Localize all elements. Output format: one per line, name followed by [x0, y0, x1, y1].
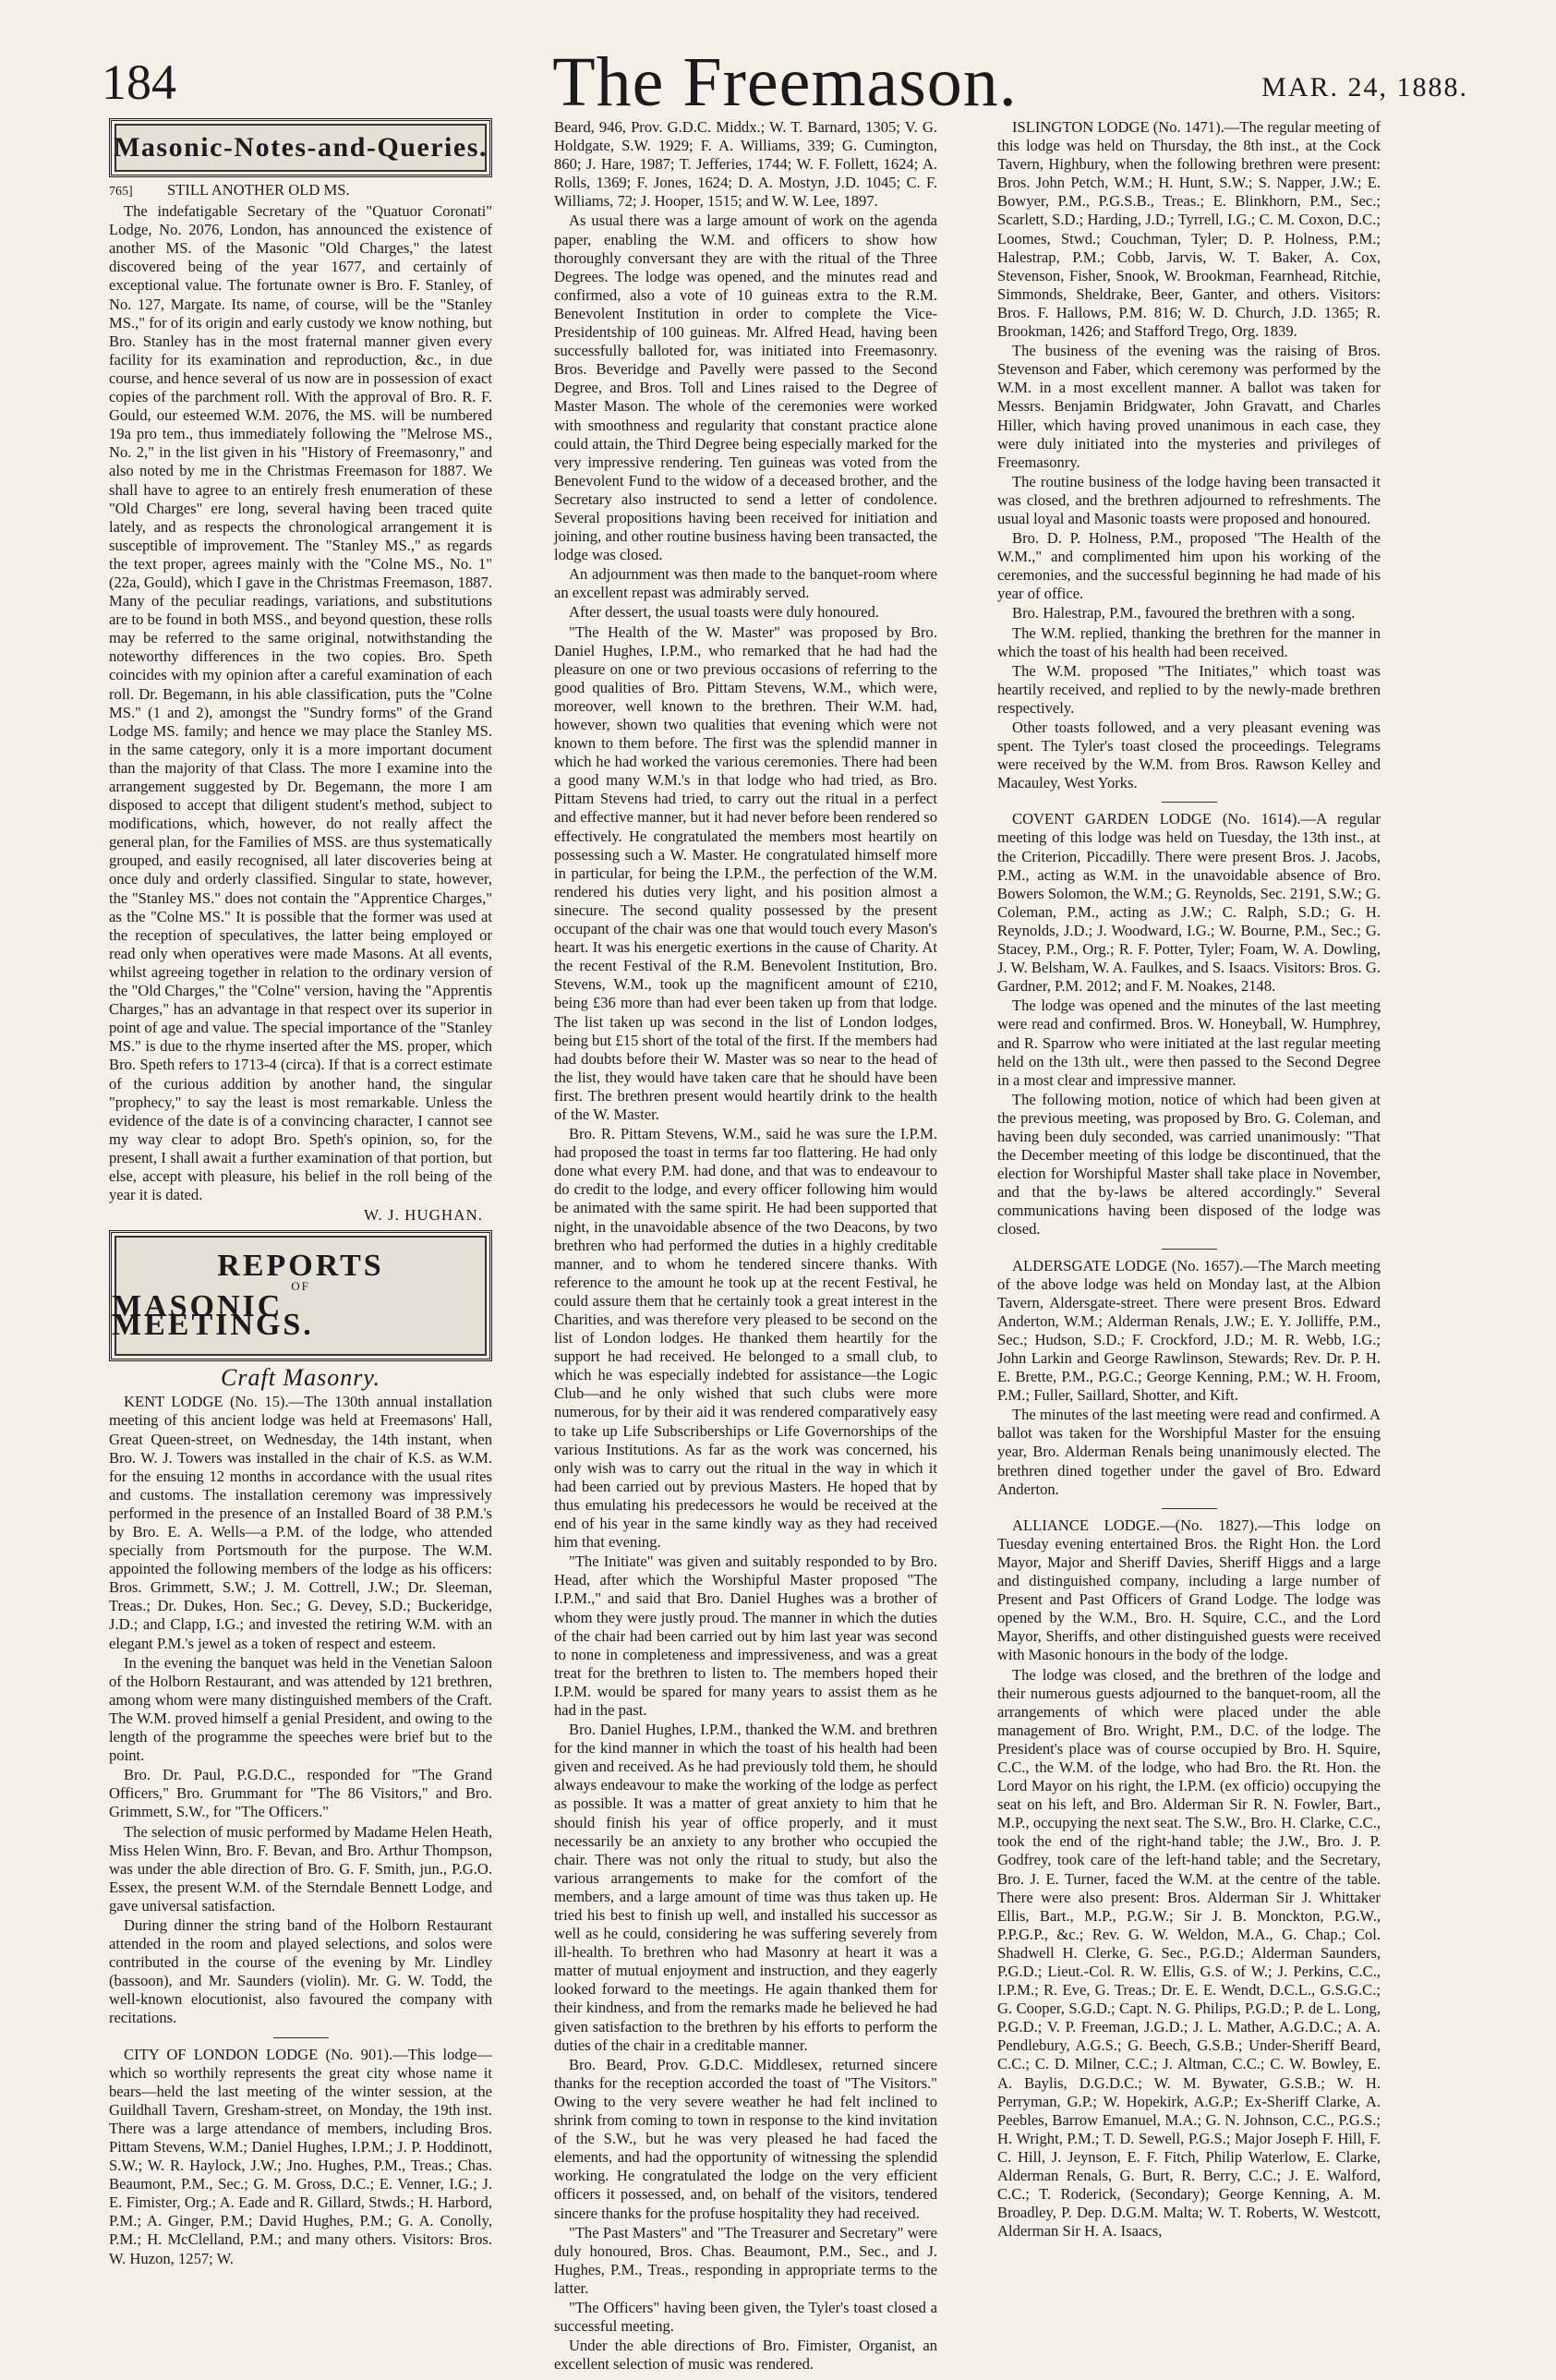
article-paragraph: The routine business of the lodge having been transacted it was closed, and the brethren adjourned to refreshments. The usual loyal and Masonic toasts were proposed and honoured. — [997, 472, 1381, 527]
article-paragraph: An adjournment was then made to the banquet-room where an excellent repast was admirably served. — [554, 565, 937, 602]
article-paragraph: Bro. R. Pittam Stevens, W.M., said he was sure the I.P.M. had proposed the toast in terms far too flattering. He had only done what every P.M. had done, and that was to endeavour to do credit to the lodge, and every officer following him would be animated with the same spirit. He had been supported that night, in the unavoidable absence of the two Deacons, by two brethren who had performed the duties in a highly creditable manner, and to whom he tendered sincere thanks. With reference to the amount he took up at the recent Festival, he could assure them that he certainly took a great interest in the Charities, and was therefore very pleased to be second on the list of London lodges. He thanked them heartily for the support he had received. He belonged to a small club, to which he was especially indebted for assistance—the Logic Club—and he only wished that such clubs were more numerous, for by their aid it was rendered comparatively easy to take up Life Subscriberships or Life Governorships of the various Institutions. As far as the work was concerned, his only wish was to carry out the ritual in the way in which it had been carried out by previous Masters. He hoped that by thus emulating his predecessors he would be received at the end of his year in the same kindly way as they had received him that evening. — [554, 1125, 937, 1552]
column-3 — [997, 118, 1381, 2362]
article-paragraph: The W.M. proposed "The Initiates," which toast was heartily received, and replied to by the newly-made brethren respectively. — [997, 661, 1381, 717]
article-paragraph: After dessert, the usual toasts were duly honoured. — [569, 603, 879, 622]
article-paragraph: The business of the evening was the raising of Bros. Stevenson and Faber, which ceremony was performed by the W.M. in a most excellent manner. A ballot was taken for Messrs. Benjamin Bridgwater, John Gravatt, and Charles Hiller, which having proved unanimous in each case, they were duly initiated into the mysteries and privileges of Freemasonry. — [997, 342, 1381, 471]
article-paragraph: Other toasts followed, and a very pleasant evening was spent. The Tyler's toast closed the proceedings. Telegrams were received by the W.M. from Bros. Rawson Kelley and Macauley, West Yorks. — [997, 719, 1381, 792]
article-paragraph: ALLIANCE LODGE.—(No. 1827).—This lodge on Tuesday evening entertained Bros. the Right Hon. the Lord Mayor, Major and Sheriff Davies, Sheriff Higgs and a large and distinguished company, including a large number of Present and Past Officers of Grand Lodge. The lodge was opened by the W.M., Bro. H. Squire, C.C., and the Lord Mayor, Sheriffs, and other distinguished guests were received with Masonic honours in the body of the lodge. — [997, 1516, 1381, 1664]
article-paragraph: The minutes of the last meeting were read and confirmed. A ballot was taken for the Worshipful Master for the ensuing year, Bro. Alderman Renals being unanimously elected. The brethren dined together under the gavel of Bro. Edward Anderton. — [997, 1406, 1381, 1498]
article-paragraph: The lodge was opened and the minutes of the last meeting were read and confirmed. Bros. W. Honeyball, W. Humphrey, and R. Sparrow who were initiated at the last regular meeting held on the 13th ult., were then passed to the Second Degree in a most clear and impressive manner. — [997, 997, 1381, 1089]
divider — [1162, 802, 1217, 803]
page-header — [102, 26, 1468, 121]
masonic-notes-banner: Masonic-Notes-and-Queries. — [109, 118, 492, 177]
article-paragraph: Bro. Beard, Prov. G.D.C. Middlesex, returned sincere thanks for the reception accorded the toast of "The Visitors." Owing to the very severe weather he had felt inclined to shrink from coming to town in response to the kind invitation of the S.W., but he was very pleased he had faced the elements, and had the opportunity of witnessing the splendid working. He congratulated the lodge on the very efficient officers it possessed, and, on behalf of the visitors, tendered sincere thanks for the profuse hospitality they had received. — [554, 2055, 937, 2222]
article-paragraph: "The Health of the W. Master" was proposed by Bro. Daniel Hughes, I.P.M., who remarked that he had had the pleasure on one or two previous occasions of referring to the good qualities of Bro. Pittam Stevens, W.M., which were, moreover, well known to the brethren. Their W.M. had, however, shown two qualities that evening which were not known to them before. The first was the splendid manner in which he had worked the various ceremonies. There had been a good many W.M.'s in that lodge who had tried, as Bro. Pittam Stevens had tried, to carry out the ritual in a perfect and effective manner, but it had never before been rendered so effectively. He congratulated the members most heartily on possessing such a W. Master. He congratulated himself more in particular, for being the I.P.M., the perfection of the W.M. rendered his duties very light, and his position almost a sinecure. The second quality possessed by the present occupant of the chair was one that would touch every Mason's heart. It was his energetic exertions in the cause of Charity. At the recent Festival of the R.M. Benevolent Institution, Bro. Stevens, W.M., took up the magnificent amount of £210, being £36 more than had ever been taken up from that lodge. The list taken up was second in the list of London lodges, being but £15 short of the total of the first. If the members had had doubts before their W. Master was so near to the head of the list, they would have taken care that he should have been first. The brethren present would heartily drink to the health of the W. Master. — [554, 622, 937, 1123]
article-paragraph: KENT LODGE (No. 15).—The 130th annual installation meeting of this ancient lodge was held at Freemasons' Hall, Great Queen-street, on Wednesday, the 14th instant, when Bro. W. J. Towers was installed in the chair of K.S. as W.M. for the ensuing 12 months in accordance with the usual rites and customs. The installation ceremony was impressively performed in the presence of an Installed Board of 38 P.M.'s by Bro. E. A. Wells—a P.M. of the lodge, who attended specially from Portsmouth for the purpose. The W.M. appointed the following members of the lodge as his officers: Bros. Grimmett, S.W.; J. M. Cottrell, J.W.; Dr. Sleeman, Treas.; Dr. Dukes, Hon. Sec.; G. Devey, S.D.; Buckeridge, J.D.; and Clapp, I.G.; and invested the retiring W.M. with an elegant P.M.'s jewel as a token of respect and esteem. — [109, 1393, 492, 1652]
page-number: 184 — [102, 54, 176, 110]
article-paragraph: The following motion, notice of which had been given at the previous meeting, was proposed by Bro. G. Coleman, and having been duly seconded, was carried unanimously: "That the December meeting of this lodge be discontinued, that the election for Worshipful Master shall take place in November, and that the by-laws be altered accordingly." Several communications having been disposed of the lodge was closed. — [997, 1090, 1381, 1238]
article-paragraph: Under the able directions of Bro. Fimister, Organist, an excellent selection of music was rendered. — [554, 2337, 937, 2374]
article-paragraph: Beard, 946, Prov. G.D.C. Middx.; W. T. Barnard, 1305; V. G. Holdgate, S.W. 1929; F. A. Williams, 339; G. Cumington, 860; J. Hare, 1987; T. Jefferies, 1744; W. F. Follett, 1624; A. Rolls, 1369; F. Jones, 1624; D. A. Mostyn, J.D. 1045; C. F. Williams, 72; J. Hooper, 1515; and W. W. Lee, 1897. — [554, 118, 937, 211]
article-paragraph: COVENT GARDEN LODGE (No. 1614).—A regular meeting of this lodge was held on Tuesday, the 13th inst., at the Criterion, Piccadilly. There were present Bros. J. Jacobs, P.M., acting as W.M. in the unavoidable absence of Bro. Bowers Solomon, the W.M.; G. Reynolds, Sec. 2191, S.W.; G. Coleman, P.M., acting as J.W.; C. Ralph, S.D.; G. H. Reynolds, J.D.; J. Woodward, I.G.; W. Bourne, P.M., Sec.; G. Stacey, P.M., Org.; R. F. Potter, Tyler; Foam, W. A. Dowling, J. W. Belsham, W. A. Faulkes, and S. Isaacs. Visitors: Bros. G. Gardner, P.M. 2012; and F. M. Noakes, 2148. — [997, 810, 1381, 996]
article-paragraph: Bro. D. P. Holness, P.M., proposed "The Health of the W.M.," and complimented him upon his working of the ceremonies, and the successful beginning he had made of his year of office. — [997, 529, 1381, 603]
article-paragraph: CITY OF LONDON LODGE (No. 901).—This lodge—which so worthily represents the great city whose name it bears—held the last meeting of the winter session, at the Guildhall Tavern, Gresham-street, on Monday, the 19th inst. There was a large attendance of members, including Bros. Pittam Stevens, W.M.; Daniel Hughes, I.P.M.; J. P. Hoddinott, S.W.; W. R. Haylock, J.W.; Jno. Hughes, P.M., Treas.; Chas. Beaumont, P.M., Sec.; G. M. Gross, D.C.; E. Venner, I.G.; J. E. Fimister, Org.; A. Eade and R. Gillard, Stwds.; H. Harbord, P.M.; A. Ginger, P.M.; David Hughes, P.M.; G. A. Conolly, P.M.; H. McClelland, P.M.; and many others. Visitors: Bros. W. Huzon, 1257; W. — [109, 2045, 492, 2267]
divider — [1162, 1249, 1217, 1250]
article-paragraph: Bro. Dr. Paul, P.G.D.C., responded for "The Grand Officers," Bro. Grummant for "The 86 Visitors," and Bro. Grimmett, S.W., for "The Officers." — [109, 1766, 492, 1821]
page-title: The Freemason. — [552, 43, 1018, 121]
column-1 — [109, 118, 492, 2362]
article-paragraph: The W.M. replied, thanking the brethren for the manner in which the toast of his health had been received. — [997, 623, 1381, 660]
article-paragraph: ALDERSGATE LODGE (No. 1657).—The March meeting of the above lodge was held on Monday last, at the Albion Tavern, Aldersgate-street. There were present Bros. Edward Anderton, W.M.; Alderman Renals, J.W.; E. Y. Jolliffe, P.M., Sec.; Hudson, S.D.; F. Crockford, J.D.; M. R. Webb, I.G.; John Larkin and George Rawlinson, Stewards; Rev. Dr. P. H. E. Brette, P.M., P.G.C.; George Kenning, P.M.; W. H. Froom, P.M.; Fuller, Saillard, Shotter, and Kift. — [997, 1256, 1381, 1405]
article-paragraph: The selection of music performed by Madame Helen Heath, Miss Helen Winn, Bro. F. Bevan, and Bro. Arthur Thompson, was under the able direction of Bro. G. F. Smith, jun., P.G.O. Essex, the present W.M. of the Sterndale Bennett Lodge, and gave universal satisfaction. — [109, 1822, 492, 1915]
article-paragraph: During dinner the string band of the Holborn Restaurant attended in the room and played selections, and solos were contributed in the course of the evening by Mr. Lindley (bassoon), and Mr. Saunders (violin). Mr. G. W. Todd, the well-known elocutionist, also favoured the company with recitations. — [109, 1915, 492, 2027]
reports-banner: REPORTS OF MASONIC MEETINGS. — [109, 1230, 492, 1361]
article-paragraph: ISLINGTON LODGE (No. 1471).—The regular meeting of this lodge was held on Thursday, the 8th inst., at the Cock Tavern, Highbury, when the following brethren were present: Bros. John Petch, W.M.; H. Hunt, S.W.; S. Napper, J.W.; E. Bowyer, P.M., P.G.S.B., Treas.; E. Blinkhorn, P.M., Sec.; Scarlett, S.D.; Harding, J.D.; Tyrrell, I.G.; C. M. Coxon, D.C.; Loomes, Stwd.; Couchman, Tyler; D. P. Holness, P.M.; Halestrap, P.M.; Cobb, Jarvis, W. T. Baker, A. Cox, Stevenson, Fisher, Snook, W. Brookman, Fearnhead, Ritchie, Simmonds, Sheldrake, Beer, Ganter, and others. Visitors: Bros. F. Hallows, P.M. 816; W. D. Church, J.D. 1365; R. Brookman, 1426; and Stafford Trego, Org. 1839. — [997, 118, 1381, 341]
article-paragraph: In the evening the banquet was held in the Venetian Saloon of the Holborn Restaurant, and was attended by 121 brethren, among whom were many distinguished members of the Craft. The W.M. proved himself a genial President, and owing to the length of the programme the speeches were brief but to the point. — [109, 1653, 492, 1765]
divider — [273, 2037, 329, 2038]
section-heading: Craft Masonry. — [221, 1364, 380, 1392]
article-paragraph: "The Initiate" was given and suitably responded to by Bro. Head, after which the Worshipful Master proposed "The I.P.M.," and said that Bro. Daniel Hughes was a brother of whom they were justly proud. The manner in which the duties of the chair had been carried out by him last year was second to none in completeness and impressiveness, and was a great treat for the brethren to listen to. The members hoped their I.P.M. would be spared for many years to assist them as he had in the past. — [554, 1552, 937, 1719]
article-paragraph: As usual there was a large amount of work on the agenda paper, enabling the W.M. and officers to show how thoroughly conversant they are with the ritual of the Three Degrees. The lodge was opened, and the minutes read and confirmed, also a vote of 10 guineas extra to the R.M. Benevolent Institution in order to complete the Vice-Presidentship of 100 guineas. Mr. Alfred Head, having been successfully balloted for, was initiated into Freemasonry. Bros. Beveridge and Pavelly were passed to the Second Degree, and Bros. Toll and Lines raised to the Degree of Master Mason. The whole of the ceremonies were worked with smoothness and regularity that constant practice alone could attain, the Third Degree being especially marked for the very impressive rendering. Ten guineas was voted from the Benevolent Fund to the widow of a deceased brother, and the Secretary also instructed to send a letter of condolence. Several propositions having been received for initiation and joining, and other routine business having been transacted, the lodge was closed. — [554, 211, 937, 564]
article-paragraph: The indefatigable Secretary of the "Quatuor Coronati" Lodge, No. 2076, London, has announced the existence of another MS. of the Masonic "Old Charges," the latest discovered being of the year 1677, and certainly of exceptional value. The fortunate owner is Bro. F. Stanley, of No. 127, Margate. Its name, of course, will be the "Stanley MS.," for of its origin and early custody we know nothing, but Bro. Stanley has in the most fraternal manner given every facility for its examination and reproduction, &c., in due course, and hence several of us now are in possession of exact copies of the parchment roll. With the approval of Bro. R. F. Gould, our esteemed W.M. 2076, the MS. will be numbered 19a pro tem., thus immediately following the "Melrose MS., No. 2," in the list given in his "History of Freemasonry," and also noted by me in the Christmas Freemason for 1887. We shall have to agree to an entirely fresh enumeration of these "Old Charges" ere long, several having been traced quite lately, and as respects the chronological arrangement it is susceptible of improvement. The "Stanley MS.," as regards the text proper, agrees mainly with the "Colne MS., No. 1" (22a, Gould), which I gave in the Christmas Freemason, 1887. Many of the peculiar readings, variations, and substitutions are to be found in both MSS., and beyond question, these rolls may be referred to the same original, notwithstanding the noteworthy differences in the two copies. Bro. Speth coincides with my opinion after a careful examination of each roll. Dr. Begemann, in his able classification, puts the "Colne MS." (1 and 2), amongst the "Sundry forms" of the Grand Lodge MS. family; and hence we may place the Stanley MS. in the same category, only it is a more important document than the majority of that Class. The more I examine into the arrangement suggested by Dr. Begemann, the more I am disposed to accept that diligent student's method, subject to modifications, which, however, do not really affect the general plan, for the Families of MSS. are thus systematically grouped, and easily recognised, all later discoveries being at once duly and orderly classified. Singular to state, however, the "Stanley MS." does not contain the "Apprentice Charges," as the "Colne MS." It is possible that the former was used at the reception of speculatives, the latter being employed or read only when operatives were made Masons. At all events, whilst agreeing together in relation to the ordinary version of the "Old Charges," the "Colne" version, having the "Apprentis Charges," has an advantage in that respect over its superior in point of age and value. The special importance of the "Stanley MS." is due to the rhyme inserted after the MS. proper, which Bro. Speth refers to 1713-4 (circa). If that is a correct estimate of the curious addition by another hand, the singular "prophecy," to say the least is most remarkable. Unless the evidence of the date is of a convincing character, I cannot see my way clear to adopt Bro. Speth's opinion, so, for the present, I shall await a further examination of that portion, but else, accept with pleasure, his belief in the roll being of the year it is dated. — [109, 202, 492, 1204]
author-signature: W. J. HUGHAN. — [363, 1206, 483, 1225]
issue-date: MAR. 24, 1888. — [1261, 72, 1468, 103]
article-paragraph: The lodge was closed, and the brethren of the lodge and their numerous guests adjourned to the banquet-room, all the arrangements of which were placed under the able management of Bro. Wright, P.M., D.C. of the lodge. The President's place was of course occupied by Bro. H. Squire, C.C., the W.M. of the lodge, who had Bro. the Rt. Hon. the Lord Mayor on his right, the I.P.M. (ex officio) occupying the seat on his left, and Bro. Alderman Sir R. N. Fowler, Bart., M.P., occupying the next seat. The S.W., Bro. H. Clarke, C.C., took the end of the right-hand table; the J.W., Bro. J. P. Godfrey, took care of the left-hand table; and the Secretary, Bro. J. E. Turner, faced the W.M. at the centre of the table. There were also present: Bros. Alderman Sir J. Whittaker Ellis, Bart., M.P., P.G.W.; Sir J. B. Monckton, P.G.W., P.P.G.P., &c.; Rev. G. W. Weldon, M.A., G. Chap.; Col. Shadwell H. Clerke, G. Sec., P.G.D.; Alderman Saunders, P.G.D.; Lieut.-Col. R. W. Ellis, G.S. of W.; J. Perkins, C.C., I.P.M.; R. Eve, G. Treas.; Dr. E. E. Wendt, D.C.L., G.S.G.C.; G. Cooper, S.G.D.; Capt. N. G. Philips, P.G.D.; P. de L. Long, P.G.D.; V. P. Freeman, J.G.D.; J. L. Mather, A.G.D.C.; A. A. Pendlebury, A.G.S.; G. Beech, G.S.B.; Under-Sheriff Beard, C.C.; C. D. Milner, C.C.; J. Altman, C.C.; C. W. Bowley, E. A. Baylis, D.G.D.C.; W. M. Bywater, G.S.B.; W. H. Perryman, G.P.; W. Hopekirk, A.G.P.; Ex-Sheriff Clarke, A. Peebles, Barrow Emanuel, M.A.; G. N. Johnson, C.C., P.G.S.; H. Wright, P.M.; T. D. Sewell, P.G.S.; Major Joseph F. Hill, F. C. Hill, J. Jeynson, E. F. Fitch, Philip Waterlow, E. Clarke, Alderman Renals, G. Burt, R. Berry, C.C.; J. E. Walford, C.C.; T. Roderick, (Secondary); George Kenning, A. M. Broadley, P. Dep. D.G.M. Malta; W. T. Roberts, W. Westcott, Alderman Sir H. A. Isaacs, — [997, 1665, 1381, 2241]
divider — [1162, 1508, 1217, 1509]
article-paragraph: Bro. Halestrap, P.M., favoured the brethren with a song. — [1012, 604, 1356, 622]
article-paragraph: "The Past Masters" and "The Treasurer and Secretary" were duly honoured, Bros. Chas. Beaumont, P.M., Sec., and J. Hughes, P.M., Treas., responding in appropriate terms to the latter. — [554, 2223, 937, 2297]
article-paragraph: Bro. Daniel Hughes, I.P.M., thanked the W.M. and brethren for the kind manner in which the toast of his health had been given and received. As he had previously told them, he should always endeavour to make the working of the lodge as perfect as possible. It was a matter of great anxiety to him that he should finish his year of office properly, and it must necessarily be an anxiety to any brother who occupied the chair. There was not only the ritual to study, but also the various arrangements to make for the comfort of the members, and a large amount of time was thus taken up. He tried his best to finish up well, and installed his successor as well as he could, considering he was suffering severely from ill-health. To brethren who had Masonry at heart it was a matter of mutual enjoyment and instruction, and they eagerly looked forward to the meetings. He again thanked them for their kindness, and from the remarks made he believed he had given satisfaction to the brethren by his efforts to perform the duties of the chair in a creditable manner. — [554, 1721, 937, 2054]
article-paragraph: "The Officers" having been given, the Tyler's toast closed a successful meeting. — [554, 2298, 937, 2336]
column-2 — [554, 118, 937, 2374]
query-heading: 765] STILL ANOTHER OLD MS. — [109, 181, 350, 199]
